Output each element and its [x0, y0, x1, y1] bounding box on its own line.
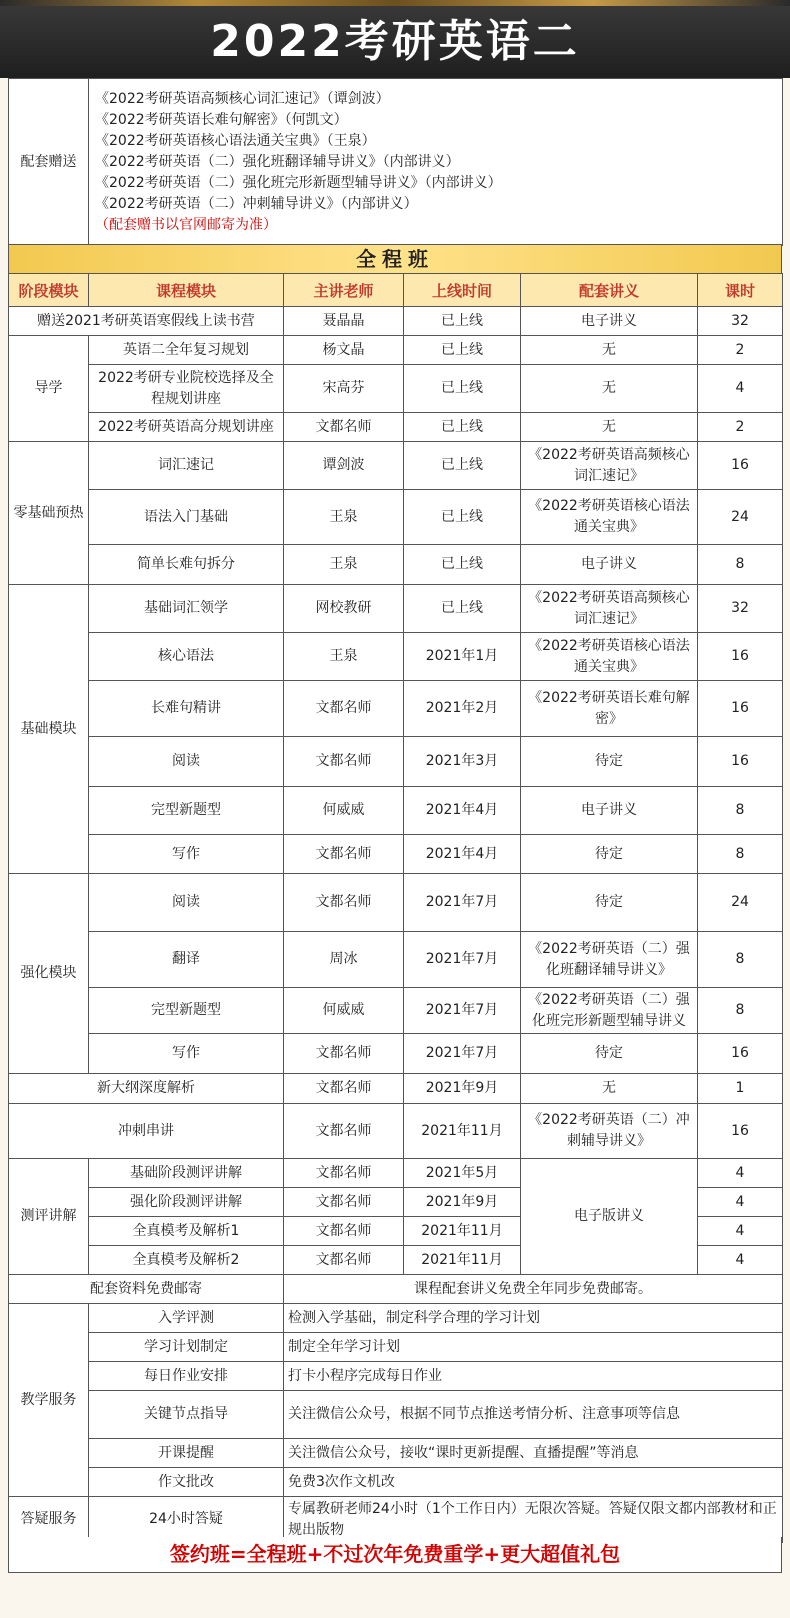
section-title: 全程班: [8, 244, 782, 274]
material-cell: 无: [521, 365, 698, 413]
hours-cell: 2: [698, 336, 783, 365]
hours-cell: 8: [698, 545, 783, 585]
time-cell: 2021年7月: [404, 932, 521, 988]
table-row: [9, 932, 783, 988]
time-cell: 2021年5月: [404, 1159, 521, 1188]
teacher-cell: 文都名师: [284, 413, 404, 442]
gift-book-list: [89, 79, 783, 246]
time-cell: 已上线: [404, 336, 521, 365]
material-cell: 无: [521, 336, 698, 365]
course-cell: 2022考研专业院校选择及全程规划讲座: [89, 365, 284, 413]
teacher-cell: 文都名师: [284, 835, 404, 874]
material-cell: 电子讲义: [521, 307, 698, 336]
course-cell: 阅读: [89, 874, 284, 932]
footer-banner: 签约班=全程班+不过次年免费重学+更大超值礼包: [8, 1537, 782, 1573]
qa-desc: 专属教研老师24小时（1个工作日内）无限次答疑。答疑仅限文都内部教材和正规出版物: [284, 1497, 783, 1543]
teacher-cell: 文都名师: [284, 737, 404, 787]
qa-row: [9, 1497, 783, 1543]
material-cell: 无: [521, 413, 698, 442]
time-cell: 已上线: [404, 490, 521, 545]
gift-note: （配套赠书以官网邮寄为准）: [95, 216, 277, 233]
gift-book: 《2022考研英语（二）强化班完形新题型辅导讲义》（内部讲义）: [95, 174, 502, 191]
course-cell: 完型新题型: [89, 787, 284, 835]
gift-book: 《2022考研英语长难句解密》（何凯文）: [95, 111, 348, 128]
page-title: 2022考研英语二: [210, 16, 580, 67]
service-desc: 检测入学基础，制定科学合理的学习计划: [284, 1304, 783, 1333]
stage-cell: 零基础预热: [9, 442, 89, 585]
time-cell: 已上线: [404, 413, 521, 442]
service-row: [9, 1391, 783, 1439]
hours-cell: 8: [698, 932, 783, 988]
material-cell: 电子讲义: [521, 787, 698, 835]
hours-cell: 8: [698, 988, 783, 1034]
course-cell: 强化阶段测评讲解: [89, 1188, 284, 1217]
course-cell: 基础词汇领学: [89, 585, 284, 633]
material-cell: 待定: [521, 737, 698, 787]
time-cell: 2021年7月: [404, 874, 521, 932]
material-cell: 电子讲义: [521, 545, 698, 585]
course-cell: 全真模考及解析1: [89, 1217, 284, 1246]
mail-row: [9, 1275, 783, 1304]
time-cell: 2021年11月: [404, 1104, 521, 1159]
stage-cell: 导学: [9, 336, 89, 442]
course-cell: 写作: [89, 835, 284, 874]
service-name: 入学评测: [89, 1304, 284, 1333]
material-cell: 待定: [521, 874, 698, 932]
teacher-cell: 何威威: [284, 787, 404, 835]
hours-cell: 8: [698, 835, 783, 874]
time-cell: 已上线: [404, 365, 521, 413]
course-cell: 2022考研英语高分规划讲座: [89, 413, 284, 442]
service-name: 开课提醒: [89, 1439, 284, 1468]
table-row: [9, 633, 783, 681]
hours-cell: 1: [698, 1074, 783, 1104]
hours-cell: 16: [698, 1034, 783, 1074]
service-row: [9, 1333, 783, 1362]
teacher-cell: 杨文晶: [284, 336, 404, 365]
time-cell: 已上线: [404, 442, 521, 490]
time-cell: 2021年11月: [404, 1246, 521, 1275]
table-row: [9, 835, 783, 874]
hours-cell: 24: [698, 490, 783, 545]
hours-cell: 16: [698, 681, 783, 737]
table-row: [9, 988, 783, 1034]
course-cell: 词汇速记: [89, 442, 284, 490]
service-row: [9, 1362, 783, 1391]
course-cell: 语法入门基础: [89, 490, 284, 545]
material-cell: 《2022考研英语（二）强化班翻译辅导讲义》: [521, 932, 698, 988]
teacher-cell: 文都名师: [284, 1246, 404, 1275]
time-cell: 2021年7月: [404, 1034, 521, 1074]
course-cell: 新大纲深度解析: [9, 1074, 284, 1104]
course-cell: 全真模考及解析2: [89, 1246, 284, 1275]
course-cell: 英语二全年复习规划: [89, 336, 284, 365]
table-row: [9, 1159, 783, 1188]
stage-cell: 测评讲解: [9, 1159, 89, 1275]
mail-text: 课程配套讲义免费全年同步免费邮寄。: [284, 1275, 783, 1304]
service-row: [9, 1468, 783, 1497]
service-row: [9, 1439, 783, 1468]
teacher-cell: 王泉: [284, 490, 404, 545]
material-cell: 待定: [521, 1034, 698, 1074]
teacher-cell: 周冰: [284, 932, 404, 988]
services-label: 教学服务: [9, 1304, 89, 1497]
teacher-cell: 文都名师: [284, 874, 404, 932]
material-cell: 《2022考研英语（二）冲刺辅导讲义》: [521, 1104, 698, 1159]
mail-label: 配套资料免费邮寄: [9, 1275, 284, 1304]
course-cell: 冲刺串讲: [9, 1104, 284, 1159]
hours-cell: 4: [698, 365, 783, 413]
teacher-cell: 文都名师: [284, 1217, 404, 1246]
table-row: [9, 874, 783, 932]
material-cell: 《2022考研英语（二）强化班完形新题型辅导讲义: [521, 988, 698, 1034]
teacher-cell: 文都名师: [284, 681, 404, 737]
table-row: [9, 545, 783, 585]
teacher-cell: 何威威: [284, 988, 404, 1034]
time-cell: 2021年9月: [404, 1074, 521, 1104]
service-name: 每日作业安排: [89, 1362, 284, 1391]
course-cell: 写作: [89, 1034, 284, 1074]
teacher-cell: 文都名师: [284, 1159, 404, 1188]
table-row: [9, 365, 783, 413]
qa-label: 答疑服务: [9, 1497, 89, 1543]
time-cell: 2021年3月: [404, 737, 521, 787]
teacher-cell: 文都名师: [284, 1074, 404, 1104]
material-cell: 《2022考研英语高频核心词汇速记》: [521, 442, 698, 490]
teacher-cell: 王泉: [284, 545, 404, 585]
hours-cell: 24: [698, 874, 783, 932]
time-cell: 2021年9月: [404, 1188, 521, 1217]
material-cell: 电子版讲义: [521, 1159, 698, 1275]
col-header-teacher: 主讲老师: [284, 274, 404, 307]
service-name: 关键节点指导: [89, 1391, 284, 1439]
material-cell: 《2022考研英语核心语法通关宝典》: [521, 490, 698, 545]
time-cell: 2021年2月: [404, 681, 521, 737]
course-cell: 基础阶段测评讲解: [89, 1159, 284, 1188]
time-cell: 已上线: [404, 307, 521, 336]
service-name: 学习计划制定: [89, 1333, 284, 1362]
table-row: [9, 787, 783, 835]
service-desc: 免费3次作文机改: [284, 1468, 783, 1497]
table-row: [9, 1104, 783, 1159]
hours-cell: 16: [698, 1104, 783, 1159]
course-cell: 完型新题型: [89, 988, 284, 1034]
gold-accent-strip: [0, 0, 790, 6]
time-cell: 2021年4月: [404, 835, 521, 874]
table-row: [9, 336, 783, 365]
material-cell: 待定: [521, 835, 698, 874]
hours-cell: 16: [698, 737, 783, 787]
gift-book: 《2022考研英语（二）冲刺辅导讲义》（内部讲义）: [95, 195, 418, 212]
teacher-cell: 宋高芬: [284, 365, 404, 413]
teacher-cell: 王泉: [284, 633, 404, 681]
hours-cell: 2: [698, 413, 783, 442]
course-cell: 长难句精讲: [89, 681, 284, 737]
col-header-time: 上线时间: [404, 274, 521, 307]
material-cell: 《2022考研英语核心语法通关宝典》: [521, 633, 698, 681]
col-header-material: 配套讲义: [521, 274, 698, 307]
table-row: [9, 307, 783, 336]
course-cell: 简单长难句拆分: [89, 545, 284, 585]
hours-cell: 16: [698, 442, 783, 490]
col-header-stage: 阶段模块: [9, 274, 89, 307]
course-table: [8, 273, 783, 1543]
hours-cell: 16: [698, 633, 783, 681]
material-cell: 无: [521, 1074, 698, 1104]
table-row: [9, 490, 783, 545]
hours-cell: 4: [698, 1246, 783, 1275]
hours-cell: 4: [698, 1188, 783, 1217]
gift-label: 配套赠送: [9, 79, 89, 246]
time-cell: 已上线: [404, 585, 521, 633]
material-cell: 《2022考研英语高频核心词汇速记》: [521, 585, 698, 633]
col-header-course: 课程模块: [89, 274, 284, 307]
service-desc: 打卡小程序完成每日作业: [284, 1362, 783, 1391]
table-row: [9, 413, 783, 442]
time-cell: 2021年11月: [404, 1217, 521, 1246]
course-cell: 核心语法: [89, 633, 284, 681]
service-desc: 关注微信公众号，接收“课时更新提醒、直播提醒”等消息: [284, 1439, 783, 1468]
time-cell: 2021年1月: [404, 633, 521, 681]
time-cell: 2021年7月: [404, 988, 521, 1034]
service-desc: 制定全年学习计划: [284, 1333, 783, 1362]
teacher-cell: 聂晶晶: [284, 307, 404, 336]
service-row: [9, 1304, 783, 1333]
hours-cell: 32: [698, 585, 783, 633]
stage-cell: 基础模块: [9, 585, 89, 874]
course-cell: 翻译: [89, 932, 284, 988]
material-cell: 《2022考研英语长难句解密》: [521, 681, 698, 737]
time-cell: 已上线: [404, 545, 521, 585]
course-cell: 赠送2021考研英语寒假线上读书营: [9, 307, 284, 336]
title-banner: [0, 0, 790, 78]
table-row: [9, 442, 783, 490]
service-desc: 关注微信公众号，根据不同节点推送考情分析、注意事项等信息: [284, 1391, 783, 1439]
table-header-row: [9, 274, 783, 307]
teacher-cell: 文都名师: [284, 1188, 404, 1217]
gift-book: 《2022考研英语（二）强化班翻译辅导讲义》（内部讲义）: [95, 153, 460, 170]
teacher-cell: 谭剑波: [284, 442, 404, 490]
table-row: [9, 737, 783, 787]
stage-cell: 强化模块: [9, 874, 89, 1074]
hours-cell: 8: [698, 787, 783, 835]
table-row: [9, 681, 783, 737]
table-row: [9, 1074, 783, 1104]
qa-name: 24小时答疑: [89, 1497, 284, 1543]
col-header-hours: 课时: [698, 274, 783, 307]
hours-cell: 4: [698, 1217, 783, 1246]
teacher-cell: 网校教研: [284, 585, 404, 633]
gift-book: 《2022考研英语高频核心词汇速记》（谭剑波）: [95, 90, 390, 107]
gift-book: 《2022考研英语核心语法通关宝典》（王泉）: [95, 132, 376, 149]
table-row: [9, 1034, 783, 1074]
table-row: [9, 585, 783, 633]
course-cell: 阅读: [89, 737, 284, 787]
hours-cell: 4: [698, 1159, 783, 1188]
service-name: 作文批改: [89, 1468, 284, 1497]
gift-table: [8, 78, 783, 246]
teacher-cell: 文都名师: [284, 1104, 404, 1159]
teacher-cell: 文都名师: [284, 1034, 404, 1074]
hours-cell: 32: [698, 307, 783, 336]
time-cell: 2021年4月: [404, 787, 521, 835]
